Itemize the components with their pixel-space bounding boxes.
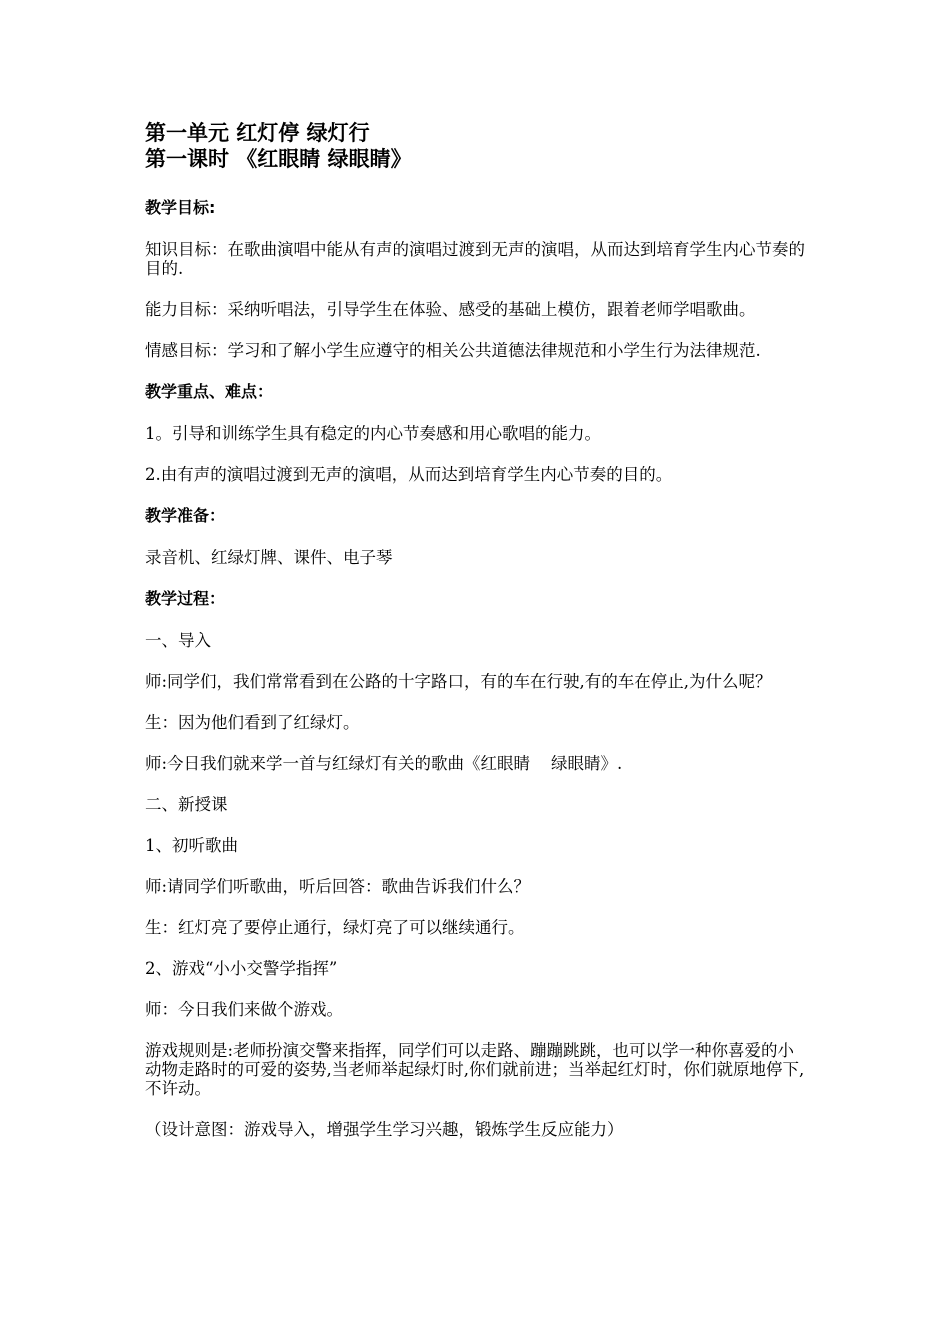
- teacher-line-4: 师：今日我们来做个游戏。: [145, 1000, 343, 1019]
- unit-title: 第一单元 红灯停 绿灯行: [145, 121, 370, 145]
- document-page: [145, 120, 810, 1139]
- keypoint-1: 1。引导和训练学生具有稳定的内心节奏感和用心歌唱的能力。: [145, 424, 601, 443]
- student-line-2: 生：红灯亮了要停止通行，绿灯亮了可以继续通行。: [145, 918, 525, 937]
- game-rules: 游戏规则是:老师扮演交警来指挥，同学们可以走路、蹦蹦跳跳，也可以学一种你喜爱的小动物走路时的可爱的姿势,当老师举起绿灯时,你们就前进；当举起红灯时，你们就原地停下,不许动。: [145, 1041, 805, 1098]
- step-new-lesson: 二、新授课: [145, 795, 228, 814]
- step-intro: 一、导入: [145, 631, 211, 650]
- prep-heading: 教学准备：: [145, 506, 226, 525]
- goal-knowledge: 知识目标：在歌曲演唱中能从有声的演唱过渡到无声的演唱，从而达到培育学生内心节奏的目的.: [145, 240, 805, 278]
- teacher-line-1: 师:同学们，我们常常看到在公路的十字路口，有的车在行驶,有的车在停止,为什么呢？: [145, 672, 772, 691]
- substep-listen: 1、初听歌曲: [145, 836, 238, 855]
- substep-game: 2、游戏“小小交警学指挥”: [145, 959, 338, 978]
- teacher-line-3: 师:请同学们听歌曲，听后回答：歌曲告诉我们什么？: [145, 877, 531, 896]
- student-line-1: 生：因为他们看到了红绿灯。: [145, 713, 360, 732]
- teacher-line-2: 师:今日我们就来学一首与红绿灯有关的歌曲《红眼睛 绿眼睛》.: [145, 754, 623, 773]
- goal-emotion: 情感目标：学习和了解小学生应遵守的相关公共道德法律规范和小学生行为法律规范.: [145, 341, 761, 360]
- lesson-title: 第一课时 《红眼睛 绿眼睛》: [145, 147, 412, 171]
- goal-ability: 能力目标：采纳听唱法，引导学生在体验、感受的基础上模仿，跟着老师学唱歌曲。: [145, 300, 756, 319]
- process-heading: 教学过程：: [145, 589, 226, 608]
- keypoints-heading: 教学重点、难点：: [145, 382, 274, 401]
- design-note: （设计意图：游戏导入，增强学生学习兴趣，锻炼学生反应能力）: [145, 1120, 624, 1139]
- keypoint-2: 2.由有声的演唱过渡到无声的演唱，从而达到培育学生内心节奏的目的。: [145, 465, 673, 484]
- goals-heading: 教学目标:: [145, 198, 216, 217]
- prep-items: 录音机、红绿灯牌、课件、电子琴: [145, 548, 393, 567]
